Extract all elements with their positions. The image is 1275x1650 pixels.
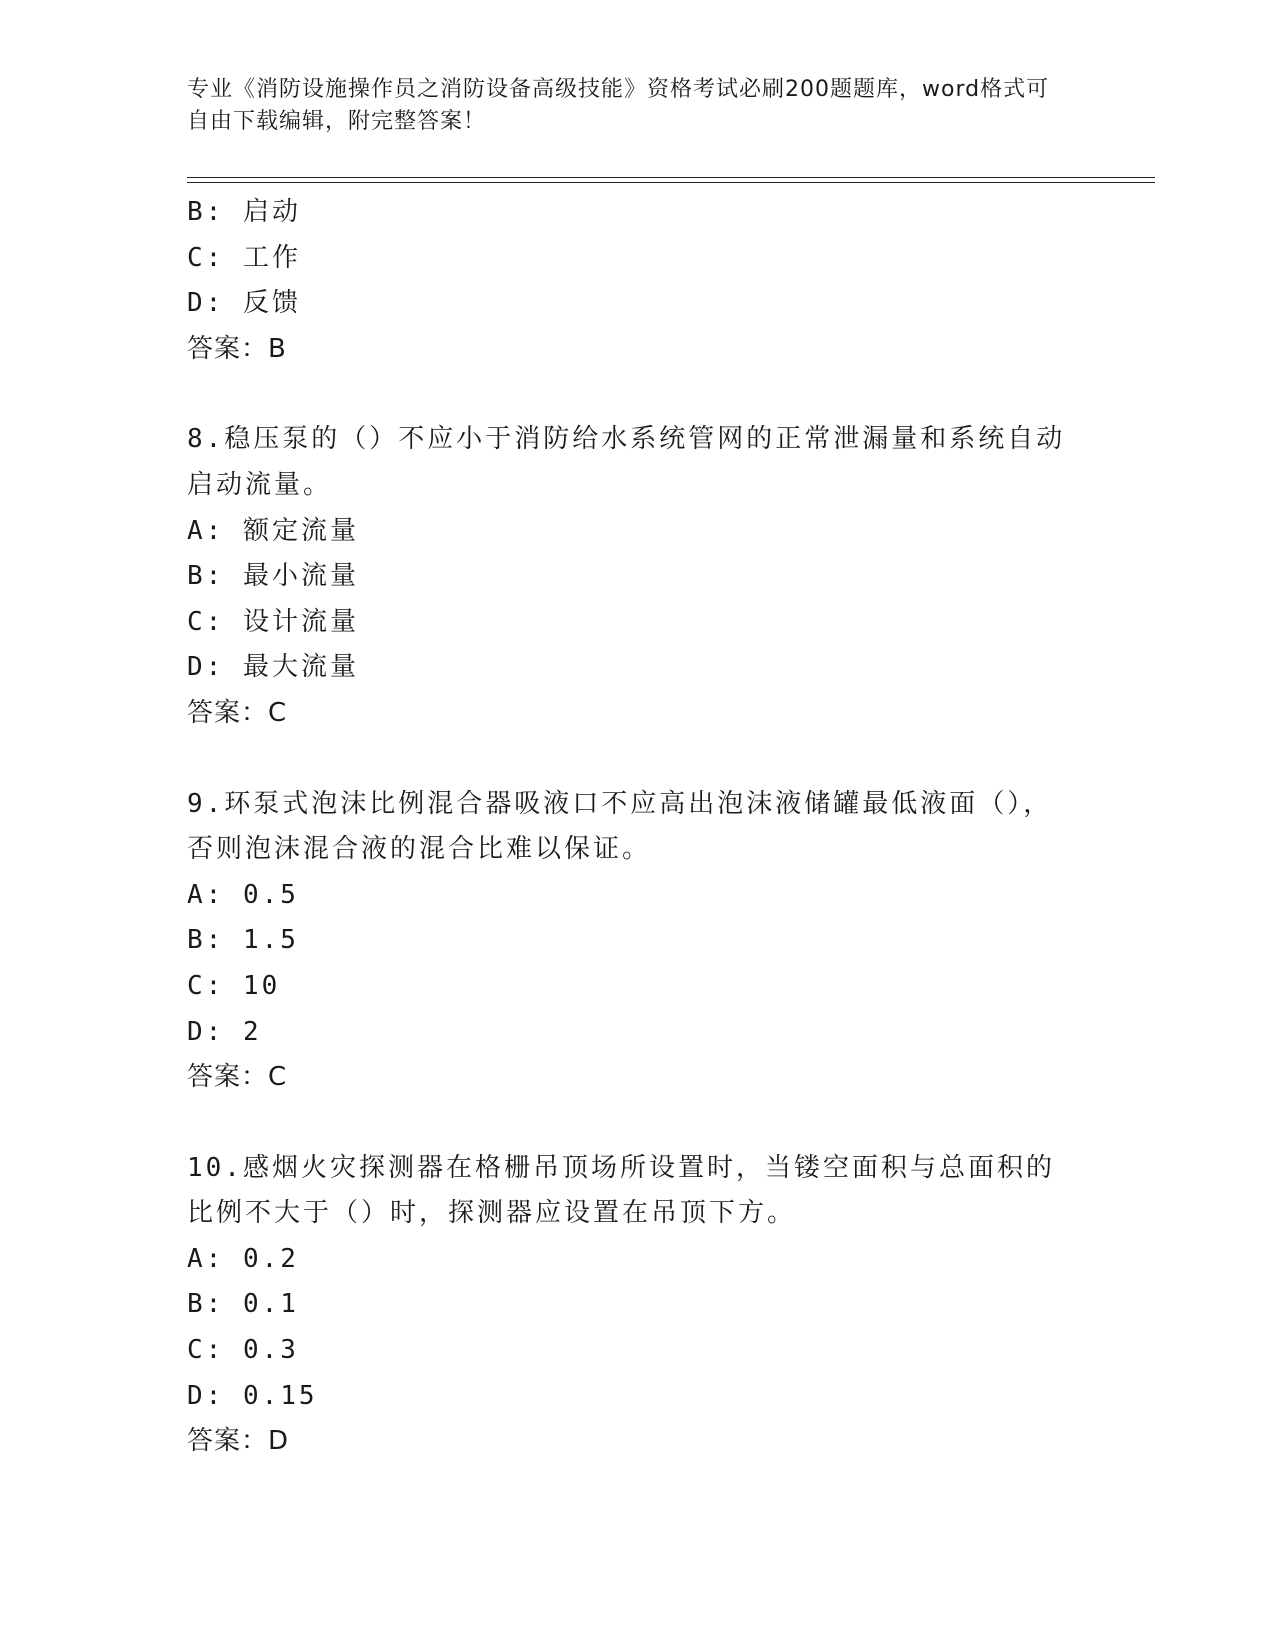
question-text: 10.感烟火灾探测器在格栅吊顶场所设置时，当镂空面积与总面积的比例不大于（）时，探测器应设置在吊顶下方。 — [187, 1152, 1055, 1229]
question-10 — [187, 1146, 1087, 1465]
document-header: 专业《消防设施操作员之消防设备高级技能》资格考试必刷200题题库，word格式可自由下载编辑，附完整答案！ — [187, 77, 1050, 134]
option-c: C: 0.3 — [187, 1335, 299, 1366]
option-a: A: 0.2 — [187, 1243, 299, 1274]
option-d: D: 2 — [187, 1016, 262, 1047]
option-d: D: 最大流量 — [187, 652, 359, 683]
answer-line: 答案：D — [187, 1426, 290, 1457]
question-8 — [187, 417, 1087, 736]
header-divider-bottom — [187, 182, 1155, 183]
question-9 — [187, 782, 1087, 1101]
option-a: A: 0.5 — [187, 879, 299, 910]
answer-line: 答案：C — [187, 1062, 288, 1093]
option-d: D: 反馈 — [187, 288, 301, 319]
option-b: B: 1.5 — [187, 925, 299, 956]
answer-line: 答案：C — [187, 697, 288, 728]
option-a: A: 额定流量 — [187, 515, 359, 546]
header-divider-top — [187, 177, 1155, 178]
option-b: B: 最小流量 — [187, 561, 359, 592]
question-text: 9.环泵式泡沫比例混合器吸液口不应高出泡沫液储罐最低液面（），否则泡沫混合液的混合比难以保证。 — [187, 788, 1053, 865]
option-c: C: 设计流量 — [187, 606, 359, 637]
question-fragment — [187, 190, 1087, 372]
question-content — [187, 190, 1087, 1465]
question-text: 8.稳压泵的（）不应小于消防给水系统管网的正常泄漏量和系统自动启动流量。 — [187, 424, 1066, 500]
option-b: B: 0.1 — [187, 1289, 299, 1320]
answer-line: 答案：B — [187, 333, 287, 364]
option-c: C: 工作 — [187, 242, 301, 273]
option-d: D: 0.15 — [187, 1380, 318, 1411]
option-b: B: 启动 — [187, 197, 301, 227]
option-c: C: 10 — [187, 970, 281, 1001]
